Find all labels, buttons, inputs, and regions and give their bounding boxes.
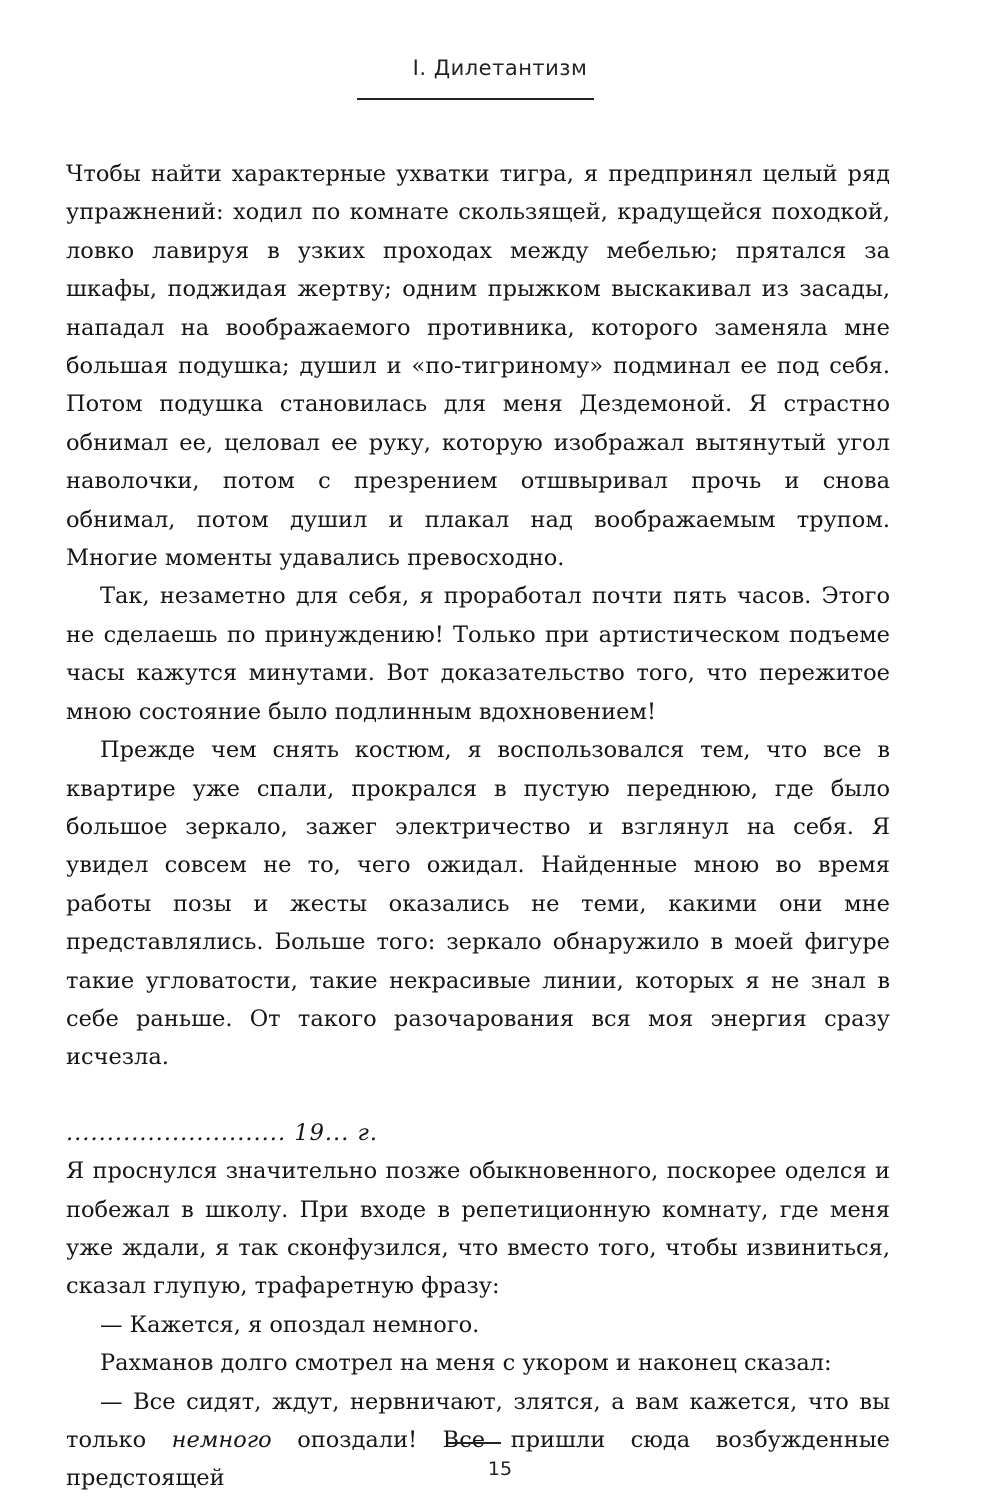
paragraph-five-hours: Так, незаметно для себя, я проработал почти пять часов. Этого не сделаешь по принуждению! Только при артистическом подъеме часы кажутся минутами. Вот доказательство того, что пережитое мною состояние было подлинным вдохновением!	[66, 583, 890, 725]
running-head: I. Дилетантизм	[412, 56, 588, 80]
dialogue-line-rakhmanov	[66, 1383, 890, 1498]
section-break	[66, 1077, 890, 1114]
paragraph-woke-late: Я проснулся значительно позже обыкновенного, поскорее оделся и побежал в школу. При входе в репетиционную комнату, где меня уже ждали, я так сконфузился, что вместо того, чтобы извиниться, сказал глупую, трафаретную фразу:	[66, 1158, 890, 1300]
dialogue-text-end: опоздали! Все пришли сюда возбужденные предстоящей	[66, 1427, 890, 1492]
paragraph-mirror: Прежде чем снять костюм, я воспользовался тем, что все в квартире уже спали, прокрался в пустую переднюю, где было большое зеркало, зажег электричество и взглянул на себя. Я увидел совсем не то, чего ожидал. Найденные мною во время работы позы и жесты оказались не теми, какими они мне представлялись. Больше того: зеркало обнаружило в моей фигуре такие угловатости, такие некрасивые линии, которых я не знал в себе раньше. От такого разочарования вся моя энергия сразу исчезла.	[66, 737, 890, 1071]
page-number-rule	[447, 1442, 501, 1444]
dialogue-text-start: — Все сидят, ждут, нервничают, злятся, а вам кажется, что вы только	[66, 1388, 890, 1453]
body-text	[66, 155, 890, 1498]
page-number: 15	[487, 1458, 513, 1480]
dialogue-line-late: — Кажется, я опоздал немного.	[100, 1311, 480, 1338]
emphasis-word: немного	[171, 1427, 272, 1453]
running-head-rule	[357, 98, 594, 100]
diary-date-line: ........................... 19... г.	[66, 1119, 379, 1146]
paragraph-rakhmanov: Рахманов долго смотрел на меня с укором и наконец сказал:	[100, 1350, 832, 1377]
paragraph-tiger-exercises: Чтобы найти характерные ухватки тигра, я предпринял целый ряд упражнений: ходил по комнате скользящей, крадущейся походкой, ловко лавируя в узких проходах между мебелью; прятался за шкафы, поджидая жертву; одним прыжком выскакивал из засады, нападал на воображаемого противника, которого заменяла мне большая подушка; душил и «по-тигриному» подминал ее под себя. Потом подушка становилась для меня Дездемоной. Я страстно обнимал ее, целовал ее руку, которую изображал вытянутый угол наволочки, потом с презрением отшвыривал прочь и снова обнимал, потом душил и плакал над воображаемым трупом. Многие моменты удавались превосходно.	[66, 161, 890, 572]
